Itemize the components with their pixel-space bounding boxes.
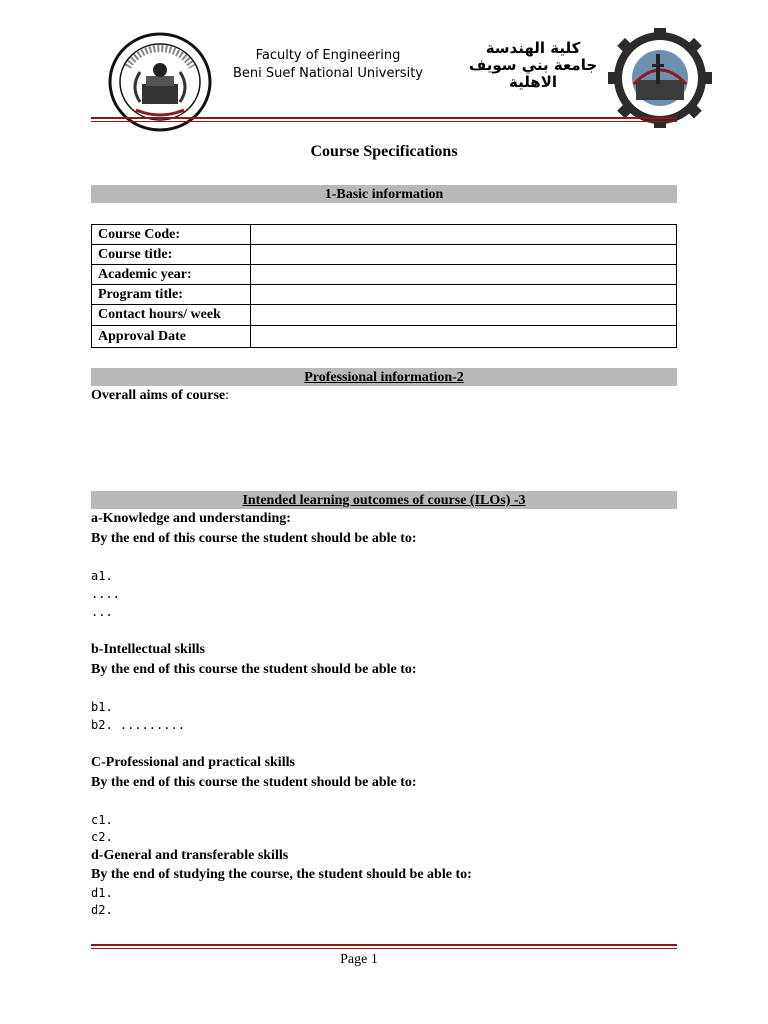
knowledge-title: a-Knowledge and understanding: bbox=[91, 511, 291, 526]
intellectual-title: b-Intellectual skills bbox=[91, 642, 205, 657]
contact-hours-value bbox=[251, 305, 677, 326]
course-title-label: Course title: bbox=[92, 245, 251, 265]
professional-info-heading bbox=[91, 368, 677, 386]
basic-info-heading-text: 1-Basic information bbox=[324, 187, 444, 202]
faculty-gear-logo bbox=[606, 28, 714, 128]
contact-hours-label: Contact hours/ week bbox=[92, 305, 251, 326]
knowledge-item: .... bbox=[91, 587, 120, 601]
national-label-ar: الاهلية bbox=[508, 73, 558, 91]
table-row bbox=[92, 305, 677, 326]
ilos-heading bbox=[91, 491, 677, 509]
document-title: Course Specifications bbox=[310, 143, 458, 160]
faculty-name-en: Faculty of Engineering bbox=[255, 48, 401, 63]
intellectual-intro: By the end of this course the student should be able to: bbox=[91, 662, 417, 677]
approval-date-value bbox=[251, 326, 677, 348]
intellectual-item: b2. ......... bbox=[91, 718, 185, 732]
knowledge-item: ... bbox=[91, 605, 113, 619]
table-row bbox=[92, 225, 677, 245]
course-code-value bbox=[251, 225, 677, 245]
course-code-label: Course Code: bbox=[92, 225, 251, 245]
professional-skills-intro: By the end of this course the student should be able to: bbox=[91, 775, 417, 790]
footer-rule-thin bbox=[91, 948, 677, 949]
header-rule bbox=[91, 117, 677, 119]
header-rule-thin bbox=[91, 121, 677, 122]
program-title-value bbox=[251, 285, 677, 305]
professional-skills-title: C-Professional and practical skills bbox=[91, 755, 295, 770]
faculty-name-ar: كلية الهندسة bbox=[485, 39, 581, 57]
ilos-heading-text: Intended learning outcomes of course (ILOs) -3 bbox=[242, 493, 526, 508]
professional-skills-item: c2. bbox=[91, 830, 113, 844]
table-row bbox=[92, 326, 677, 348]
basic-info-heading bbox=[91, 185, 677, 203]
professional-skills-item: c1. bbox=[91, 813, 113, 827]
general-skills-title: d-General and transferable skills bbox=[91, 848, 289, 863]
overall-aims-line bbox=[91, 388, 229, 404]
knowledge-intro: By the end of this course the student should be able to: bbox=[91, 531, 417, 546]
academic-year-label: Academic year: bbox=[92, 265, 251, 285]
footer-rule bbox=[91, 944, 677, 946]
page-number: Page 1 bbox=[340, 952, 378, 967]
general-skills-intro: By the end of studying the course, the student should be able to: bbox=[91, 867, 472, 882]
overall-aims-label: Overall aims of course bbox=[91, 388, 226, 403]
table-row bbox=[92, 245, 677, 265]
knowledge-item: a1. bbox=[91, 569, 113, 583]
university-name-en: Beni Suef National University bbox=[233, 66, 423, 81]
overall-aims-colon: : bbox=[225, 388, 230, 403]
table-row bbox=[92, 265, 677, 285]
professional-info-heading-text: Professional information-2 bbox=[304, 370, 464, 385]
program-title-label: Program title: bbox=[92, 285, 251, 305]
academic-year-value bbox=[251, 265, 677, 285]
intellectual-item: b1. bbox=[91, 700, 113, 714]
approval-date-label: Approval Date bbox=[92, 326, 251, 348]
basic-info-table bbox=[91, 224, 677, 348]
general-skills-item: d2. bbox=[91, 903, 113, 917]
course-title-value bbox=[251, 245, 677, 265]
general-skills-item: d1. bbox=[91, 886, 113, 900]
university-name-ar: جامعة بني سويف bbox=[468, 56, 598, 74]
table-row bbox=[92, 285, 677, 305]
